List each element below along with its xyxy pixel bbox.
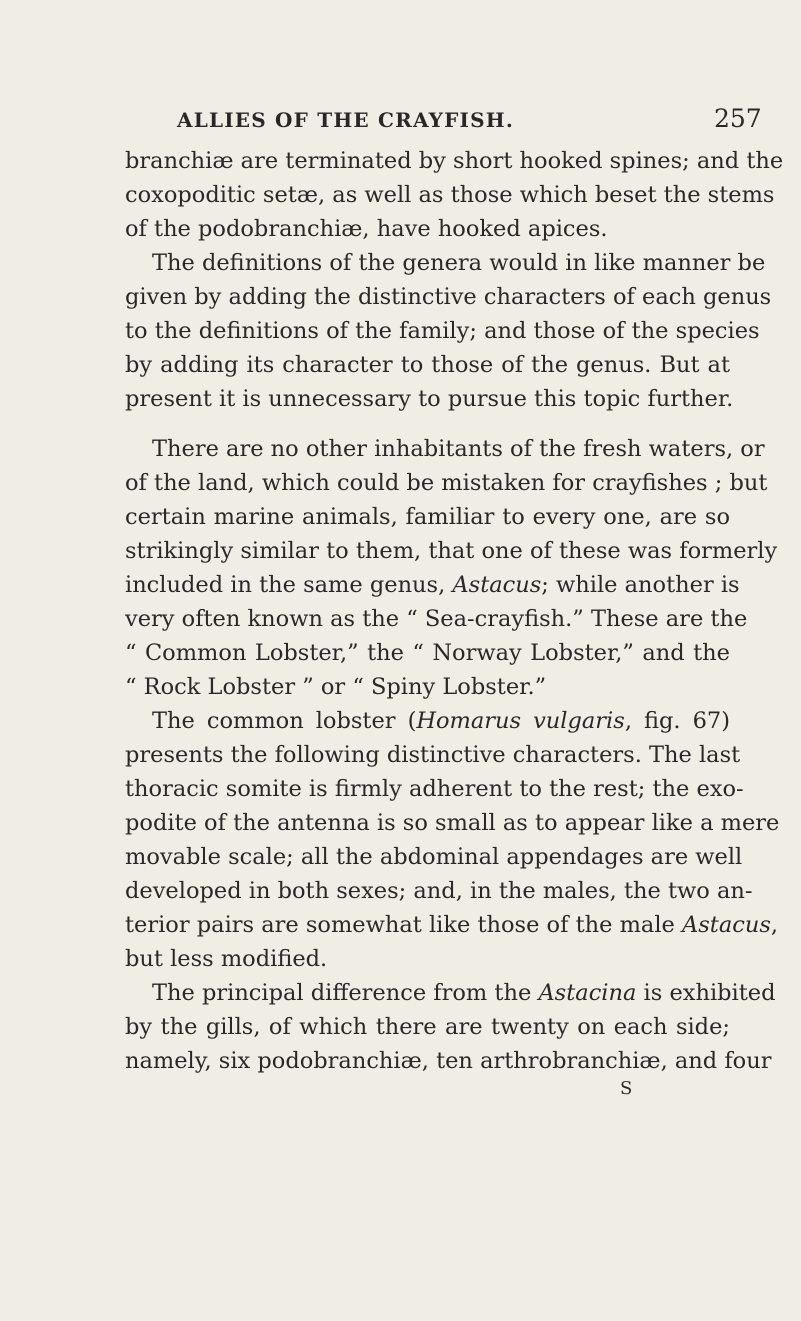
- text-segment: ; while another is: [541, 572, 740, 598]
- italic-genus: Astacus: [682, 912, 771, 938]
- text-line: developed in both sexes; and, in the males, the two an-: [125, 878, 753, 904]
- page-header: [0, 104, 801, 140]
- text-line: branchiæ are terminated by short hooked spines; and the: [125, 148, 784, 174]
- text-line: “ Common Lobster,” the “ Norway Lobster,” and the: [125, 640, 730, 666]
- text-line: present it is unnecessary to pursue this topic further.: [125, 386, 734, 412]
- italic-species: Homarus vulgaris: [416, 708, 625, 734]
- text-line: certain marine animals, familiar to every one, are so: [125, 504, 730, 530]
- page-number: 257: [714, 104, 762, 133]
- text-line: podite of the antenna is so small as to appear like a mere: [125, 810, 780, 836]
- text-line: of the podobranchiæ, have hooked apices.: [125, 216, 608, 242]
- text-segment: is exhibited: [636, 980, 776, 1006]
- text-line: [152, 978, 776, 1008]
- text-line: of the land, which could be mistaken for crayfishes ; but: [125, 470, 768, 496]
- text-line: “ Rock Lobster ” or “ Spiny Lobster.”: [125, 674, 547, 700]
- text-line: to the definitions of the family; and those of the species: [125, 318, 760, 344]
- text-line: There are no other inhabitants of the fresh waters, or: [152, 436, 765, 462]
- text-line: movable scale; all the abdominal appendages are well: [125, 844, 743, 870]
- text-line: given by adding the distinctive characters of each genus: [125, 284, 772, 310]
- text-line: [125, 570, 740, 600]
- signature-mark: S: [620, 1078, 633, 1099]
- text-line: coxopoditic setæ, as well as those which beset the stems: [125, 182, 775, 208]
- text-line: namely, six podobranchiæ, ten arthrobranchiæ, and four: [125, 1048, 772, 1074]
- text-line: thoracic somite is firmly adherent to the rest; the exo-: [125, 776, 744, 802]
- italic-group: Astacina: [538, 980, 637, 1006]
- text-segment: ,: [770, 912, 779, 938]
- text-segment: terior pairs are somewhat like those of the male: [125, 912, 682, 938]
- text-line: by adding its character to those of the genus. But at: [125, 352, 730, 378]
- text-segment: , fig. 67): [624, 708, 730, 734]
- text-line: strikingly similar to them, that one of these was formerly: [125, 538, 778, 564]
- text-line: [152, 706, 730, 736]
- text-segment: The principal difference from the: [152, 980, 539, 1006]
- italic-genus: Astacus: [452, 572, 542, 598]
- text-line: by the gills, of which there are twenty on each side;: [125, 1014, 730, 1040]
- text-line: [125, 910, 779, 940]
- text-line: but less modified.: [125, 946, 328, 972]
- text-line: The definitions of the genera would in like manner be: [152, 250, 766, 276]
- text-line: presents the following distinctive characters. The last: [125, 742, 741, 768]
- text-line: very often known as the “ Sea-crayfish.” These are the: [125, 606, 748, 632]
- running-head: ALLIES OF THE CRAYFISH.: [177, 108, 515, 132]
- text-segment: included in the same genus,: [125, 572, 453, 598]
- text-segment: The common lobster (: [152, 708, 417, 734]
